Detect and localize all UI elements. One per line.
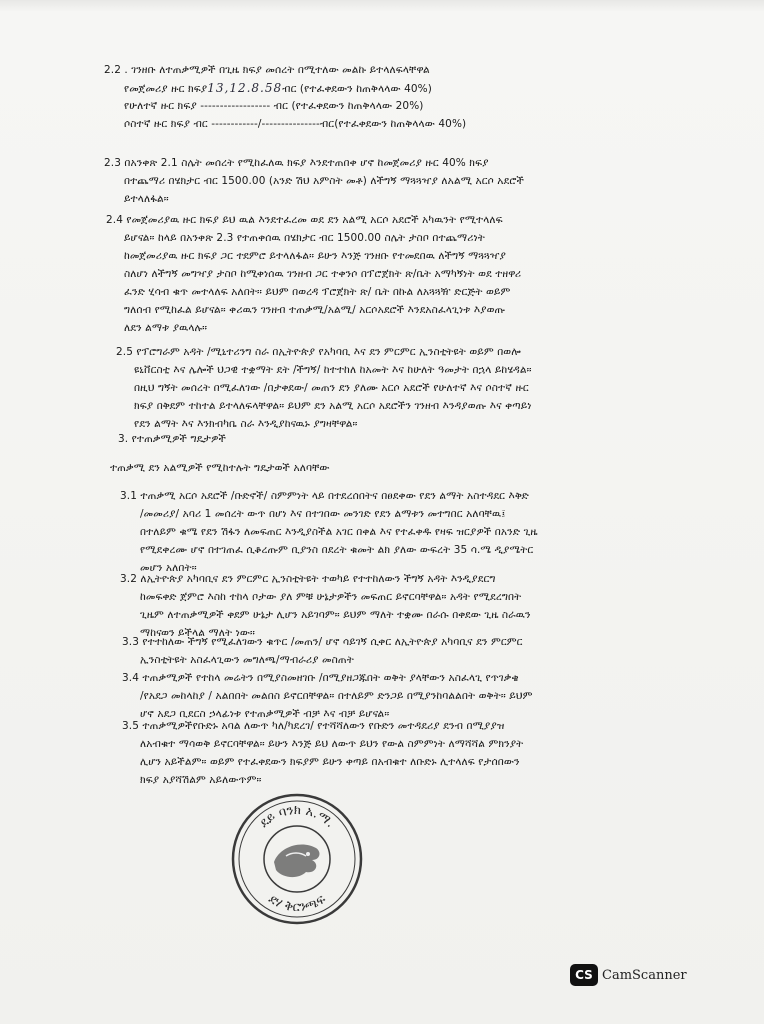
section-2-2-line-2 [124,82,432,96]
section-3-3-line-2: ኢንስቲትዩት አስፈላጊውን መግለጫ/ማብራሪያ መስጠት [140,654,354,666]
section-2-5-line-4: ክፍያ በቅደም ተከተል ይተላለፍላቸዋል። ይህም ደን አልሚ አርሶ አደሮችን ገንዘብ እንዳያወጡ እና ቀጣይነ [134,400,532,412]
section-3-2-line-1: 3.2 ለኢትዮጵያ አካባቢና ደን ምርምር ኢንስቲትዩት ተወካይ የተተከለውን ችግኝ አዳት እንዲያደርግ [120,573,496,585]
section-2-4-line-6: ግለሰብ የሚከፈል ይሆናል። ቀሪዉን ገንዘብ ተጠቃሚ/አልሚ/ አርሶአደሮች እንደአስፈላጊነቱ እያወጡ [124,304,506,316]
stamp-bottom-text: ደሃ ቅርንጫፍ [265,891,329,916]
section-3-4-line-2: /የአደጋ መከላከያ / አልበበት መልበስ ይኖርበቸዋል። በተለይም ድንጋይ በሚያንከባልልበት ወቅት። ይህም [140,690,533,702]
section-2-4-line-1: 2.4 የመጀመሪያዉ ዙር ክፍያ ይህ ዉል እንደተፈረመ ወደ ደን አልሚ አርሶ አደሮች አካዉንት የሚተላለፍ [106,214,503,226]
section-3-5-line-1: 3.5 ተጠቃሚዎችየቡድኑ አባል ለውጥ ካለ/ካደረገ/ የተሻሻለውን የቡድን መተዳደሪያ ደንብ በሚያያዝ [122,720,505,732]
section-2-5-line-3: በዚህ ግኝት መሰረት በሚፈለገው /በታቀደው/ መጠን ደን ያለሙ አርሶ አደሮች የሁለተኛ እና ሶስተኛ ዙር [134,382,529,394]
section-2-2-line-2-suffix: ብር (የተፈቀደውን ከጠቅላላው 40%) [282,83,432,95]
stamp-emblem [274,844,319,877]
section-2-3-line-1: 2.3 በአንቀጽ 2.1 ስሌት መሰረት የሚከፈለዉ ክፍያ እንደተጠበቀ ሆኖ ከመጀመሪያ ዙር 40% ክፍያ [104,157,489,169]
section-3-heading: 3. የተጠቃሚዎች ግዴታዎች [118,433,227,445]
section-3-3-line-1: 3.3 የተተከለው ችግኝ የሚፈለገውን ቁጥር /መጠን/ ሆኖ ሳይገኝ ሲቀር ለኢትዮጵያ አካባቢና ደን ምርምር [122,636,523,648]
camscanner-watermark [570,963,687,987]
handwritten-amount: 13,12.8.58 [207,81,283,95]
section-2-2-line-2-prefix: የመጀመሪያ ዙር ክፍያ [124,83,208,95]
section-3-4-line-3: ሆኖ አደጋ ቢደርስ ኃላፊነቱ የተጠቃሚዎች ብቻ እና ብቻ ይሆናል። [140,708,390,720]
section-2-3-line-2: በተጨማሪ በሄክታር ብር 1500.00 (አንድ ሽህ አምስት መቶ) ለችግኝ ማጓጓዣያ ለአልሚ አርሶ አደሮች [124,175,524,187]
section-3-2-line-4: ማከናወን ይችላል ማለት ነው። [140,627,256,639]
section-3-4-line-1: 3.4 ተጠቃሚዎች የተከላ መሬትን በሚያስመዘገቡ /በሚያዘጋጁበት ወቅት ያላቸውን አስፈላጊ የጥገቃቄ [122,672,519,684]
section-3-intro: ተጠቃሚ ደን አልሚዎች የሚከተሉት ግዴታወች አለባቸው [110,462,330,474]
section-3-5-line-4: ክፍያ አያሻሽልም አይለውጥም። [140,774,262,786]
section-3-1-line-1: 3.1 ተጠቃሚ አርሶ አደሮች /ቡድኖች/ ስምምነት ላይ በተደረሰበትና በፀደቀው የደን ልማት አስተዳደር እቅድ [120,490,529,502]
scan-shadow [0,0,764,12]
section-3-1-line-2: /መመሪያ/ አባሪ 1 መሰረት ውጥ በሆነ እና በተገበው መንገድ የደን ልማቱን መተግበር አለባቸዉ፤ [140,508,506,520]
section-2-2-line-3: የሁለተኛ ዙር ክፍያ ------------------ ብር (የተፈቀደውን ከጠቅላላው 20%) [124,100,424,112]
section-3-1-line-3: በተለይም ቁሜ የደን ሽፋን ለመፍጠር እንዲያስችል አገር በቀል እና የተፈቀዱ የዛፍ ዝርያዎች በአንድ ጊዜ [140,526,538,538]
camscanner-brand: CamScanner [602,967,687,983]
camscanner-badge-icon: CS [570,964,598,986]
section-2-4-line-7: ለደን ልማቱ ያዉላሉ። [124,322,208,334]
section-2-4-line-3: ከመጀመሪያዉ ዙር ክፍያ ጋር ተደምሮ ይተላለፋል። ይሁን እንጅ ገንዘቡ የተመደበዉ ለችግኝ ማጓጓዣያ [124,250,506,262]
section-2-5-line-1: 2.5 የፕሮግራም አዳት /ሚኒተሪንግ ስራ በኢትዮጵያ የአካባቢ እና ደን ምርምር ኢንስቲትዩት ወይም በወሎ [116,346,521,358]
section-3-5-line-3: ሊሆን አይችልም። ወይም የተፈቀደውን ክፍያም ይሁን ቀጣይ በአብቁተ ለቡድኑ ሊተላለፍ የታሰበውን [140,756,520,768]
section-2-5-line-2: ዩኒቨርስቲ እና ሌሎች ህጋዊ ተቋማት ደት /ችግኝ/ ከተተከለ ከአመት እና ከሁለት ዓመታት በኋላ ይከሄዳል። [134,364,532,376]
section-2-2-line-4: ሶስተኛ ዙር ክፍያ ብር ------------/---------------ብር(የተፈቀደውን ከጠቅላላው 40%) [124,118,467,130]
section-2-5-line-5: የደን ልማት እና እንክብካቤ ስራ እንዲያከናዉኑ ያግዛቸዋል። [134,418,358,430]
section-2-2-line-1: 2.2 . ገንዘቡ ለተጠቃሚዎች በጊዜ ክፍያ መሰረት በሚተለው መልኩ ይተላለፍላቸዋል [104,64,430,76]
section-3-1-line-4: የሚደቀረሙ ሆኖ በተገጠፈ ሲቆረጡም ቢያንስ በደረት ቁመት ልክ ያለው ውፍረት 35 ሳ.ሜ ዲያሜትር [140,544,534,556]
section-2-4-line-5: ፈንድ ሂሳብ ቁጥ መተላለፍ አለበት። ይህም በወረዳ ፕሮጀክት ጽ/ ቤት በኩል ለአጓጓዥ ድርጅት ወይም [124,286,511,298]
section-3-2-line-2: ከመፍቀድ ጀምሮ እስከ ተከላ ቦታው ያለ ምቹ ሁኔታዎችን መፍጠር ይኖርባቸዋል። አዳት የሚደረግበት [140,591,522,603]
section-3-2-line-3: ጊዜም ለተጠቃሚዎች ቀደም ሁኔታ ሊሆን አይገባም። ይህም ማለት ተቋሙ በራሱ በቀደው ጊዜ ስራዉን [140,609,531,621]
stamp-top-text: ደይ ባንክ አ.ማ. [256,802,338,831]
section-3-1-line-5: መሆን አለበት። [140,562,197,574]
section-2-4-line-2: ይሆናል። ከላይ በአንቀጽ 2.3 የተጠቀሰዉ በሄክታር ብር 1500.00 ስሌት ታስቦ በተጨማሪነት [124,232,485,244]
section-3-5-line-2: ለአብቁተ ማሳወቅ ይኖርባቸዋል። ይሁን እንጅ ይህ ለውጥ ይህን የውል ስምምነት ለማሻሻል ምክንያት [140,738,524,750]
section-2-3-line-3: ይተላለፋል። [124,193,169,205]
bank-stamp-seal [228,790,366,928]
section-2-4-line-4: ስለሆነ ለችግኝ መግዣያ ታስቦ ከሚቀነሰዉ ገንዘብ ጋር ተቀንሶ በፕሮጀክት ጽ/ቤት አማካኝነት ወደ ተዘዋሪ [124,268,522,280]
